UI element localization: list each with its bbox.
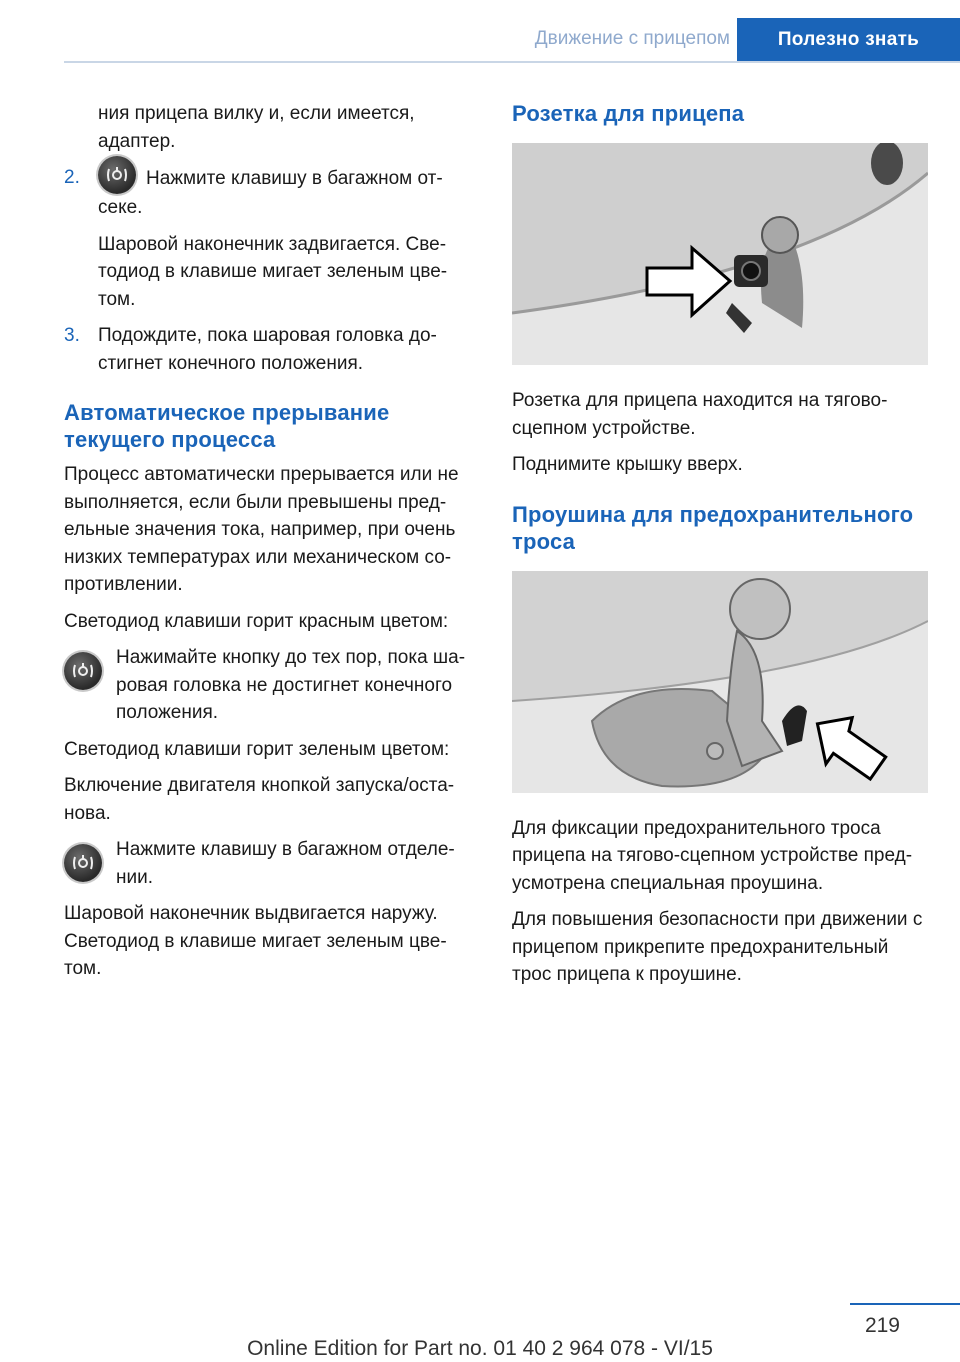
left-column [64,100,476,992]
icon-paragraph [64,644,476,727]
section-heading: Проушина для предохранительного троса [512,501,914,554]
paragraph: Нажмите клавишу в багажном отделении. [116,839,455,888]
section-heading: Автоматическое прерывание текущего процесса [64,400,390,452]
header-rule [64,61,960,63]
paragraph: Процесс автоматически прерывается или не выполняется, если были превышены предельные значения тока, например, при очень низких температурах или механическом сопротивлении. [64,464,459,595]
page-number-rule [850,1303,960,1305]
right-column [512,100,928,998]
edition-footer: Online Edition for Part no. 01 40 2 964 078 - VI/15 [247,1337,713,1360]
step-text: Подождите, пока шаровая головка достигнет конечного положения. [98,325,437,374]
paragraph: Для фиксации предохранительного троса прицепа на тягово-сцепном устройстве предусмотрена специальная проушина. [512,817,913,894]
paragraph: Шаровой наконечник выдвигается наружу. Светодиод в клавише мигает зеленым цветом. [64,903,447,979]
step-3 [64,322,476,377]
trunk-button-icon [98,156,136,194]
trunk-button-icon [64,652,102,690]
step-number: 3. [64,325,80,346]
paragraph: Светодиод клавиши горит красным цветом: [64,610,449,632]
safety-cable-eyelet-illustration [512,571,928,793]
chapter-tab: Полезно знать [737,18,960,61]
step-note: Шаровой наконечник задвигается. Светодиод в клавише мигает зеленым цветом. [98,233,448,310]
paragraph: Нажимайте кнопку до тех пор, пока шаровая головка не достигнет конечного положения. [116,647,466,723]
paragraph: Поднимите крышку вверх. [512,454,743,475]
paragraph: Светодиод клавиши горит зеленым цветом: [64,738,450,760]
step-text: Нажмите клавишу в багажном отсеке. [98,168,443,218]
icon-paragraph [64,836,476,891]
paragraph: Для повышения безопасности при движении с прицепом прикрепите предохранительный трос прицепа к проушине. [512,909,923,985]
trailer-socket-illustration [512,143,928,365]
section-tab: Движение с прицепом [534,28,730,49]
section-heading: Розетка для прицепа [512,101,745,126]
paragraph: Включение двигателя кнопкой запуска/останова. [64,775,455,824]
step-number: 2. [64,167,80,188]
trunk-button-icon [64,844,102,882]
paragraph: Розетка для прицепа находится на тягово-сцепном устройстве. [512,390,888,439]
page-number: 219 [864,1314,900,1337]
continued-step-text: ния прицепа вилку и, если имеется, адаптер. [98,103,415,152]
step-2 [64,164,476,222]
